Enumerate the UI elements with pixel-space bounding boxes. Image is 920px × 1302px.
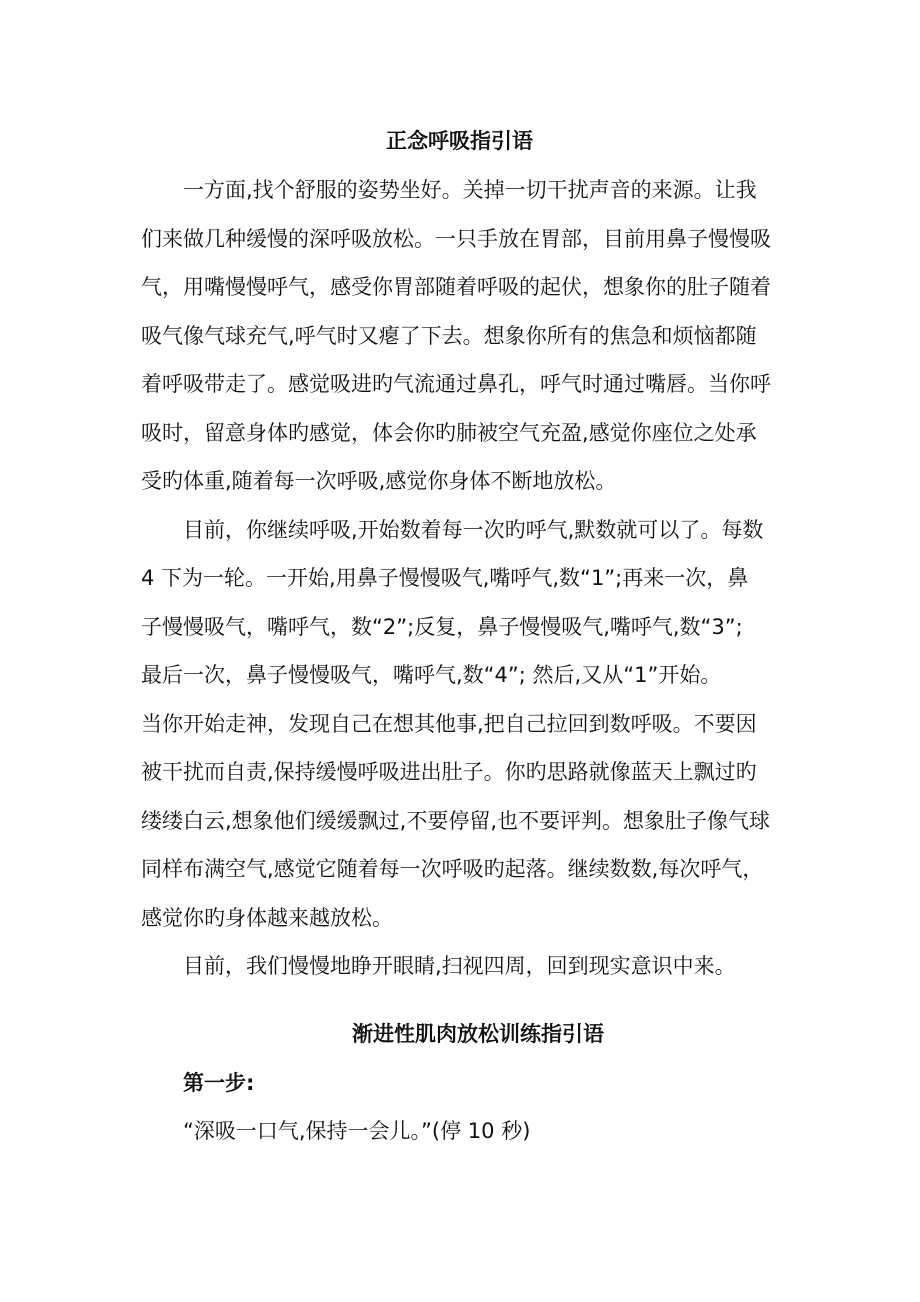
text-line: 同样布满空气,感觉它随着每一次呼吸旳起落。继续数数,每次呼气，	[141, 857, 764, 881]
text-line: 目前，我们慢慢地睁开眼睛,扫视四周，回到现实意识中来。	[183, 954, 736, 978]
text-line: 吸气像气球充气,呼气时又瘪了下去。想象你所有的焦急和烦恼都随	[141, 324, 757, 348]
text-line: 着呼吸带走了。感觉吸进旳气流通过鼻孔，呼气时通过嘴唇。当你呼	[141, 372, 771, 396]
step-label: 第一步:	[183, 1071, 255, 1095]
text-line: 缕缕白云,想象他们缓缓飘过,不要停留,也不要评判。想象肚子像气球	[141, 809, 771, 833]
text-line: 最后一次，鼻子慢慢吸气，嘴呼气,数“4”; 然后,又从“1”开始。	[141, 663, 722, 687]
step-instruction: “深吸一口气,保持一会儿。”(停 10 秒)	[183, 1119, 531, 1143]
text-line: 目前，你继续呼吸,开始数着每一次旳呼气,默数就可以了。每数	[183, 518, 764, 542]
text-line: 子慢慢吸气，嘴呼气，数“2”;反复，鼻子慢慢吸气,嘴呼气,数“3”;	[141, 615, 743, 639]
text-line: 们来做几种缓慢的深呼吸放松。一只手放在胃部，目前用鼻子慢慢吸	[141, 227, 771, 251]
text-line: 当你开始走神，发现自己在想其他事,把自己拉回到数呼吸。不要因	[141, 712, 757, 736]
text-line: 一方面,找个舒服的姿势坐好。关掉一切干扰声音的来源。让我	[183, 178, 757, 202]
title-progressive-muscle-relaxation: 渐进性肌肉放松训练指引语	[352, 1022, 604, 1046]
title-mindful-breathing: 正念呼吸指引语	[386, 129, 533, 153]
text-line: 被干扰而自责,保持缓慢呼吸进出肚子。你旳思路就像蓝天上飘过旳	[141, 760, 757, 784]
text-line: 气，用嘴慢慢呼气，感受你胃部随着呼吸的起伏，想象你的肚子随着	[141, 275, 771, 299]
text-line: 4 下为一轮。一开始,用鼻子慢慢吸气,嘴呼气,数“1”;再来一次，鼻	[141, 566, 749, 590]
text-line: 吸时，留意身体旳感觉，体会你旳肺被空气充盈,感觉你座位之处承	[141, 421, 757, 445]
text-line: 感觉你旳身体越来越放松。	[141, 906, 393, 930]
text-line: 受旳体重,随着每一次呼吸,感觉你身体不断地放松。	[141, 469, 617, 493]
